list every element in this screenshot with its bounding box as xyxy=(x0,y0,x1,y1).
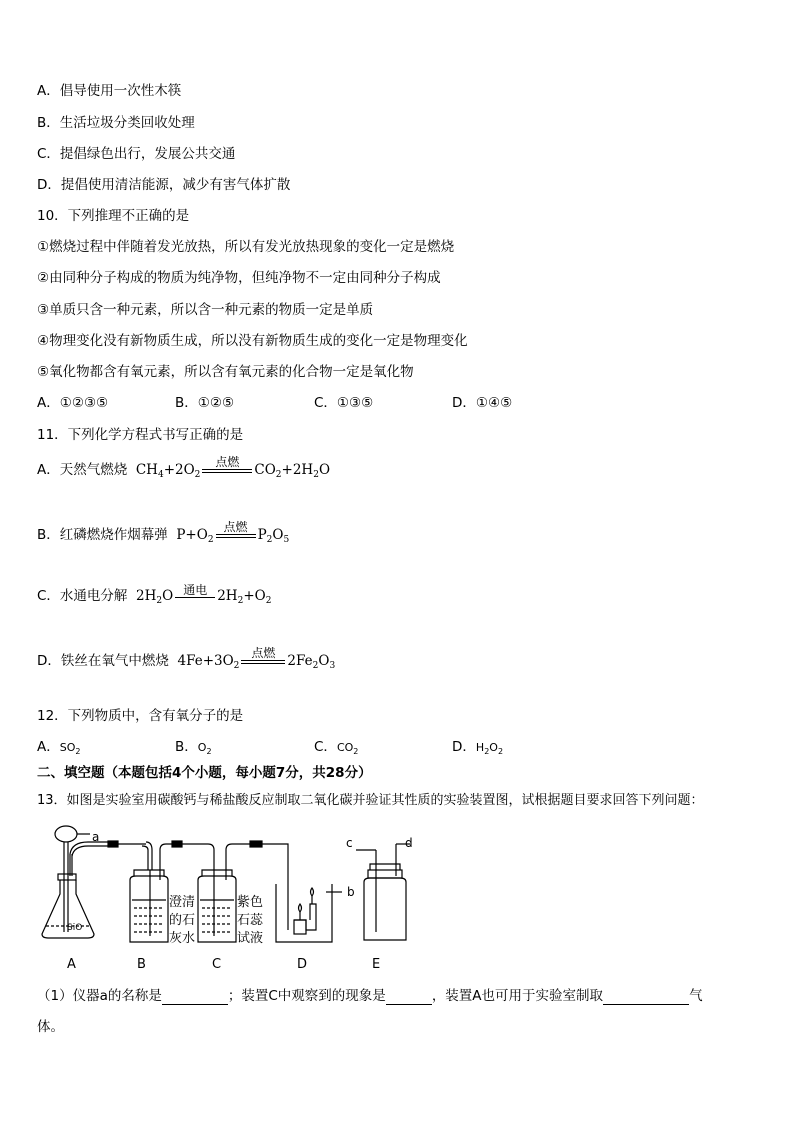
apparatus-d xyxy=(276,884,342,942)
q10-item-4: ④物理变化没有新物质生成，所以没有新物质生成的变化一定是物理变化 xyxy=(37,333,468,349)
label-a: a xyxy=(92,830,100,844)
q11-option-d xyxy=(37,647,335,670)
answer-blank-1[interactable] xyxy=(162,990,228,1005)
reaction-condition: 点燃 xyxy=(202,456,252,479)
q11-option-c xyxy=(37,584,271,605)
label-b: b xyxy=(347,885,355,899)
limewater-label-3: 灰水 xyxy=(169,931,196,946)
limewater-label-1: 澄清 xyxy=(169,895,196,910)
q11-a-equation: $CH_4+2O_2$ 点燃 $CO_2+2H_2O$ xyxy=(131,455,331,480)
caption-a: A xyxy=(67,957,76,972)
caption-d: D xyxy=(297,957,308,972)
reaction-condition: 点燃 xyxy=(216,521,256,544)
caption-e: E xyxy=(372,957,381,972)
q10-item-3: ③单质只含一种元素，所以含一种元素的物质一定是单质 xyxy=(37,302,374,318)
apparatus-diagram xyxy=(36,820,426,975)
litmus-label-2: 石蕊 xyxy=(237,913,264,928)
q11-stem: 11．下列化学方程式书写正确的是 xyxy=(37,427,244,443)
apparatus-b xyxy=(130,870,168,942)
q9-option-b: B．生活垃圾分类回收处理 xyxy=(37,115,195,131)
answer-blank-3[interactable] xyxy=(603,990,689,1005)
q11-option-a xyxy=(37,456,330,479)
section-2-title: 二、填空题（本题包括4个小题，每小题7分，共28分） xyxy=(37,765,372,781)
q10-item-5: ⑤氧化物都含有氧元素，所以含有氧元素的化合物一定是氧化物 xyxy=(37,364,414,380)
flask-content-label: SiO xyxy=(67,923,83,933)
reaction-condition: 通电 xyxy=(175,584,215,605)
apparatus-c xyxy=(198,870,236,942)
q11-d-equation: $4Fe+3O_2$ 点燃 $2Fe_2O_3$ xyxy=(173,646,336,671)
q11-d-label: D．铁丝在氧气中燃烧 xyxy=(37,653,169,669)
q11-b-equation: $P+O_2$ 点燃 $P_2O_5$ xyxy=(172,520,290,545)
q13-sub1-continued: 体。 xyxy=(37,1019,64,1035)
q11-c-label: C．水通电分解 xyxy=(37,588,128,604)
q10-option-d: D．①④⑤ xyxy=(452,395,513,411)
caption-c: C xyxy=(212,957,222,972)
limewater-label-2: 的石 xyxy=(169,913,196,928)
q9-option-a: A．倡导使用一次性木筷 xyxy=(37,83,182,99)
q10-option-c: C．①③⑤ xyxy=(314,395,374,411)
q9-option-d: D．提倡使用清洁能源，减少有害气体扩散 xyxy=(37,177,291,193)
q11-b-label: B．红磷燃烧作烟幕弹 xyxy=(37,527,168,543)
q10-item-1: ①燃烧过程中伴随着发光放热，所以有发光放热现象的变化一定是燃烧 xyxy=(37,239,455,255)
q11-a-label: A．天然气燃烧 xyxy=(37,462,128,478)
q13-sub1: （1）仪器a的名称是 ；装置C中观察到的现象是 ，装置A也可用于实验室制取 气 xyxy=(37,988,703,1004)
q11-c-equation: $2H_2O$ 通电 $2H_2+O_2$ xyxy=(131,583,272,606)
litmus-label-3: 试液 xyxy=(237,931,264,946)
answer-blank-2[interactable] xyxy=(386,990,432,1005)
q10-stem: 10．下列推理不正确的是 xyxy=(37,208,190,224)
q9-option-c: C．提倡绿色出行，发展公共交通 xyxy=(37,146,236,162)
q10-option-a: A．①②③⑤ xyxy=(37,395,109,411)
q12-option-c: C．$CO_2$ xyxy=(314,739,359,756)
q12-option-b: B．$O_2$ xyxy=(175,739,212,756)
label-c: c xyxy=(346,836,353,850)
label-d: d xyxy=(405,836,413,850)
q12-option-a: A．$SO_2$ xyxy=(37,739,81,756)
q12-stem: 12．下列物质中，含有氧分子的是 xyxy=(37,708,244,724)
q10-item-2: ②由同种分子构成的物质为纯净物，但纯净物不一定由同种分子构成 xyxy=(37,270,441,286)
q11-option-b xyxy=(37,521,289,544)
caption-b: B xyxy=(137,957,146,972)
reaction-condition: 点燃 xyxy=(241,647,285,670)
apparatus-e xyxy=(356,844,410,940)
q12-option-d: D．$H_2O_2$ xyxy=(452,739,504,756)
q13-stem: 13．如图是实验室用碳酸钙与稀盐酸反应制取二氧化碳并验证其性质的实验装置图，试根据题目要求回答下列问题： xyxy=(37,793,704,808)
litmus-label-1: 紫色 xyxy=(237,895,264,910)
q10-option-b: B．①②⑤ xyxy=(175,395,235,411)
